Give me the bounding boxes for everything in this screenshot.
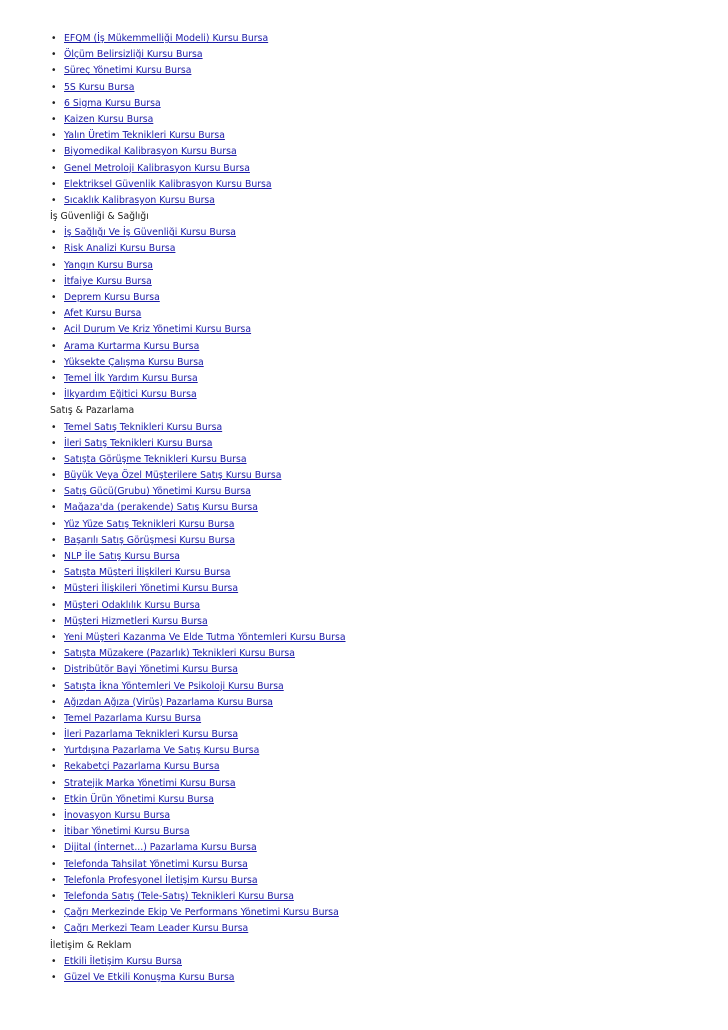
bullet-icon: • [51, 437, 57, 449]
list-item [50, 144, 710, 160]
bullet-icon: • [51, 227, 57, 239]
list-item [50, 824, 710, 840]
course-link[interactable]: Çağrı Merkezi Team Leader Kursu Bursa [64, 923, 249, 935]
bullet-icon: • [51, 696, 57, 708]
list-item [50, 533, 710, 549]
bullet-icon: • [51, 890, 57, 902]
course-link[interactable]: Genel Metroloji Kalibrasyon Kursu Bursa [64, 162, 250, 174]
course-link[interactable]: İnovasyon Kursu Bursa [64, 810, 171, 821]
bullet-icon: • [51, 65, 57, 77]
list-item [50, 889, 710, 905]
course-link[interactable]: Risk Analizi Kursu Bursa [64, 243, 176, 255]
bullet-icon: • [51, 486, 57, 498]
list-item [50, 193, 710, 209]
bullet-icon: • [51, 292, 57, 303]
list-item [50, 598, 710, 614]
course-link[interactable]: Sıcaklık Kalibrasyon Kursu Bursa [64, 194, 215, 206]
list-item [50, 743, 710, 759]
bullet-icon: • [51, 842, 57, 854]
course-link[interactable]: Müşteri Hizmetleri Kursu Bursa [64, 615, 208, 627]
bullet-icon: • [51, 793, 57, 805]
course-link[interactable]: Müşteri İlişkileri Yönetimi Kursu Bursa [64, 583, 239, 595]
course-link[interactable]: Ağızdan Ağıza (Virüs) Pazarlama Kursu Bursa [64, 696, 273, 708]
list-item [50, 646, 710, 662]
list-item [50, 436, 710, 452]
list-item [50, 630, 710, 646]
bullet-icon: • [51, 583, 57, 595]
course-link[interactable]: İtfaiye Kursu Bursa [64, 275, 152, 287]
list-item [50, 970, 710, 986]
course-link[interactable]: Afet Kursu Bursa [64, 308, 142, 320]
bullet-icon: • [51, 874, 57, 886]
bullet-icon: • [51, 49, 57, 61]
course-link[interactable]: Temel Satış Teknikleri Kursu Bursa [64, 421, 223, 433]
list-item [50, 112, 710, 128]
bullet-icon: • [51, 324, 57, 336]
bullet-icon: • [51, 551, 57, 562]
course-link[interactable]: Kaizen Kursu Bursa [64, 113, 154, 125]
course-link[interactable]: Yurtdışına Pazarlama Ve Satış Kursu Bursa [64, 745, 260, 757]
bullet-icon: • [51, 729, 57, 741]
course-link[interactable]: Mağaza'da (perakende) Satış Kursu Bursa [64, 502, 258, 514]
course-link[interactable]: Biyomedikal Kalibrasyon Kursu Bursa [64, 146, 237, 158]
list-item [50, 565, 710, 581]
list-item [50, 484, 710, 500]
list-item [50, 274, 710, 290]
course-link[interactable]: 6 Sigma Kursu Bursa [64, 97, 161, 109]
list-item [50, 468, 710, 484]
list-item [50, 581, 710, 597]
course-link[interactable]: Etkin Ürün Yönetimi Kursu Bursa [64, 793, 214, 805]
bullet-icon: • [51, 648, 57, 660]
bullet-icon: • [51, 664, 57, 676]
list-item [50, 792, 710, 808]
list-item [50, 290, 710, 306]
list-item [50, 306, 710, 322]
course-link[interactable]: Yalın Üretim Teknikleri Kursu Bursa [64, 130, 225, 142]
list-item [50, 128, 710, 144]
course-link[interactable]: Ölçüm Belirsizliği Kursu Bursa [64, 49, 203, 61]
bullet-icon: • [51, 162, 57, 174]
list-item [50, 808, 710, 824]
list-item [50, 452, 710, 468]
course-link[interactable]: Yeni Müşteri Kazanma Ve Elde Tutma Yöntemleri Kursu Bursa [64, 631, 346, 643]
bullet-icon: • [51, 518, 57, 530]
list-item [50, 31, 710, 47]
course-link[interactable]: Süreç Yönetimi Kursu Bursa [64, 65, 192, 77]
course-link[interactable]: Telefonla Profesyonel İletişim Kursu Bursa [64, 874, 258, 886]
list-item [50, 355, 710, 371]
course-link[interactable]: Dijital (İnternet...) Pazarlama Kursu Bursa [64, 842, 257, 854]
list-item [50, 679, 710, 695]
list-item [50, 662, 710, 678]
list-item [50, 711, 710, 727]
list-item [50, 47, 710, 63]
course-link[interactable]: İtibar Yönetimi Kursu Bursa [64, 826, 190, 838]
list-item [50, 954, 710, 970]
list-item [50, 921, 710, 937]
bullet-icon: • [51, 761, 57, 773]
course-link[interactable]: Rekabetçi Pazarlama Kursu Bursa [64, 761, 220, 773]
list-item [50, 420, 710, 436]
course-link[interactable]: Satışta Müşteri İlişkileri Kursu Bursa [64, 567, 231, 579]
list-item [50, 225, 710, 241]
course-link[interactable]: İş Sağlığı Ve İş Güvenliği Kursu Bursa [64, 227, 236, 239]
course-link[interactable]: NLP İle Satış Kursu Bursa [64, 551, 180, 562]
course-link[interactable]: Distribütör Bayi Yönetimi Kursu Bursa [64, 664, 238, 676]
bullet-icon: • [51, 259, 57, 271]
list-item [50, 387, 710, 403]
course-link[interactable]: Başarılı Satış Görüşmesi Kursu Bursa [64, 534, 236, 546]
list-item [50, 873, 710, 889]
course-link[interactable]: Deprem Kursu Bursa [64, 292, 160, 303]
bullet-icon: • [51, 81, 57, 93]
bullet-icon: • [51, 858, 57, 870]
course-link[interactable]: Elektriksel Güvenlik Kalibrasyon Kursu Bursa [64, 178, 272, 190]
bullet-icon: • [51, 194, 57, 206]
course-link[interactable]: Stratejik Marka Yönetimi Kursu Bursa [64, 777, 236, 789]
bullet-icon: • [51, 470, 57, 482]
bullet-icon: • [51, 130, 57, 142]
bullet-icon: • [51, 340, 57, 352]
list-item [50, 80, 710, 96]
course-link[interactable]: Temel Pazarlama Kursu Bursa [64, 712, 202, 724]
bullet-icon: • [51, 745, 57, 757]
bullet-icon: • [51, 372, 57, 384]
course-link[interactable]: Satışta İkna Yöntemleri Ve Psikoloji Kursu Bursa [64, 680, 284, 692]
bullet-icon: • [51, 275, 57, 287]
course-link[interactable]: Satış Gücü(Grubu) Yönetimi Kursu Bursa [64, 486, 251, 498]
course-link[interactable]: Yüz Yüze Satış Teknikleri Kursu Bursa [64, 518, 235, 530]
section-heading: İletişim & Reklam [50, 939, 132, 951]
bullet-icon: • [51, 97, 57, 109]
list-item [50, 63, 710, 79]
course-link[interactable]: Satışta Görüşme Teknikleri Kursu Bursa [64, 453, 247, 465]
list-item [50, 776, 710, 792]
course-link[interactable]: İleri Pazarlama Teknikleri Kursu Bursa [64, 729, 239, 741]
list-item [50, 840, 710, 856]
course-link[interactable]: İleri Satış Teknikleri Kursu Bursa [64, 437, 213, 449]
bullet-icon: • [51, 810, 57, 821]
bullet-icon: • [51, 146, 57, 158]
course-link[interactable]: Çağrı Merkezinde Ekip Ve Performans Yönetimi Kursu Bursa [64, 907, 339, 919]
bullet-icon: • [51, 421, 57, 433]
bullet-icon: • [51, 907, 57, 919]
bullet-icon: • [51, 534, 57, 546]
course-link[interactable]: Müşteri Odaklılık Kursu Bursa [64, 599, 201, 611]
bullet-icon: • [51, 356, 57, 368]
course-link[interactable]: Etkili İletişim Kursu Bursa [64, 955, 182, 967]
list-item [50, 549, 710, 565]
course-link[interactable]: 5S Kursu Bursa [64, 81, 135, 93]
bullet-icon: • [51, 955, 57, 967]
course-link[interactable]: EFQM (İş Mükemmelliği Modeli) Kursu Bursa [64, 33, 269, 44]
bullet-icon: • [51, 923, 57, 935]
bullet-icon: • [51, 680, 57, 692]
list-item [50, 500, 710, 516]
course-link[interactable]: Güzel Ve Etkili Konuşma Kursu Bursa [64, 971, 235, 983]
course-link[interactable]: Yangın Kursu Bursa [64, 259, 153, 271]
list-item [50, 614, 710, 630]
course-link[interactable]: Arama Kurtarma Kursu Bursa [64, 340, 200, 352]
bullet-icon: • [51, 178, 57, 190]
section-heading: Satış & Pazarlama [50, 405, 135, 417]
list-item [50, 161, 710, 177]
list-item [50, 339, 710, 355]
bullet-icon: • [51, 631, 57, 643]
course-link[interactable]: Yüksekte Çalışma Kursu Bursa [64, 356, 204, 368]
list-item [50, 857, 710, 873]
bullet-icon: • [51, 599, 57, 611]
list-item [50, 177, 710, 193]
list-item [50, 322, 710, 338]
bullet-icon: • [51, 615, 57, 627]
course-link[interactable]: Satışta Müzakere (Pazarlık) Teknikleri Kursu Bursa [64, 648, 295, 660]
course-link[interactable]: Telefonda Tahsilat Yönetimi Kursu Bursa [64, 858, 248, 870]
bullet-icon: • [51, 826, 57, 838]
section-heading: İş Güvenliği & Sağlığı [50, 211, 149, 223]
course-link[interactable]: İlkyardım Eğitici Kursu Bursa [64, 389, 197, 401]
bullet-icon: • [51, 389, 57, 401]
list-item [50, 96, 710, 112]
bullet-icon: • [51, 567, 57, 579]
bullet-icon: • [51, 971, 57, 983]
bullet-icon: • [51, 502, 57, 514]
list-item [50, 759, 710, 775]
bullet-icon: • [51, 777, 57, 789]
list-item [50, 241, 710, 257]
list-item [50, 258, 710, 274]
course-link[interactable]: Temel İlk Yardım Kursu Bursa [64, 372, 198, 384]
list-item [50, 517, 710, 533]
course-link[interactable]: Acil Durum Ve Kriz Yönetimi Kursu Bursa [64, 324, 252, 336]
bullet-icon: • [51, 712, 57, 724]
bullet-icon: • [51, 308, 57, 320]
list-item [50, 371, 710, 387]
bullet-icon: • [51, 243, 57, 255]
list-item [50, 727, 710, 743]
bullet-icon: • [51, 33, 57, 44]
course-link[interactable]: Telefonda Satış (Tele-Satış) Teknikleri Kursu Bursa [64, 890, 294, 902]
document-body [50, 31, 710, 986]
bullet-icon: • [51, 453, 57, 465]
list-item [50, 695, 710, 711]
list-item [50, 905, 710, 921]
course-link[interactable]: Büyük Veya Özel Müşterilere Satış Kursu Bursa [64, 470, 282, 482]
bullet-icon: • [51, 113, 57, 125]
